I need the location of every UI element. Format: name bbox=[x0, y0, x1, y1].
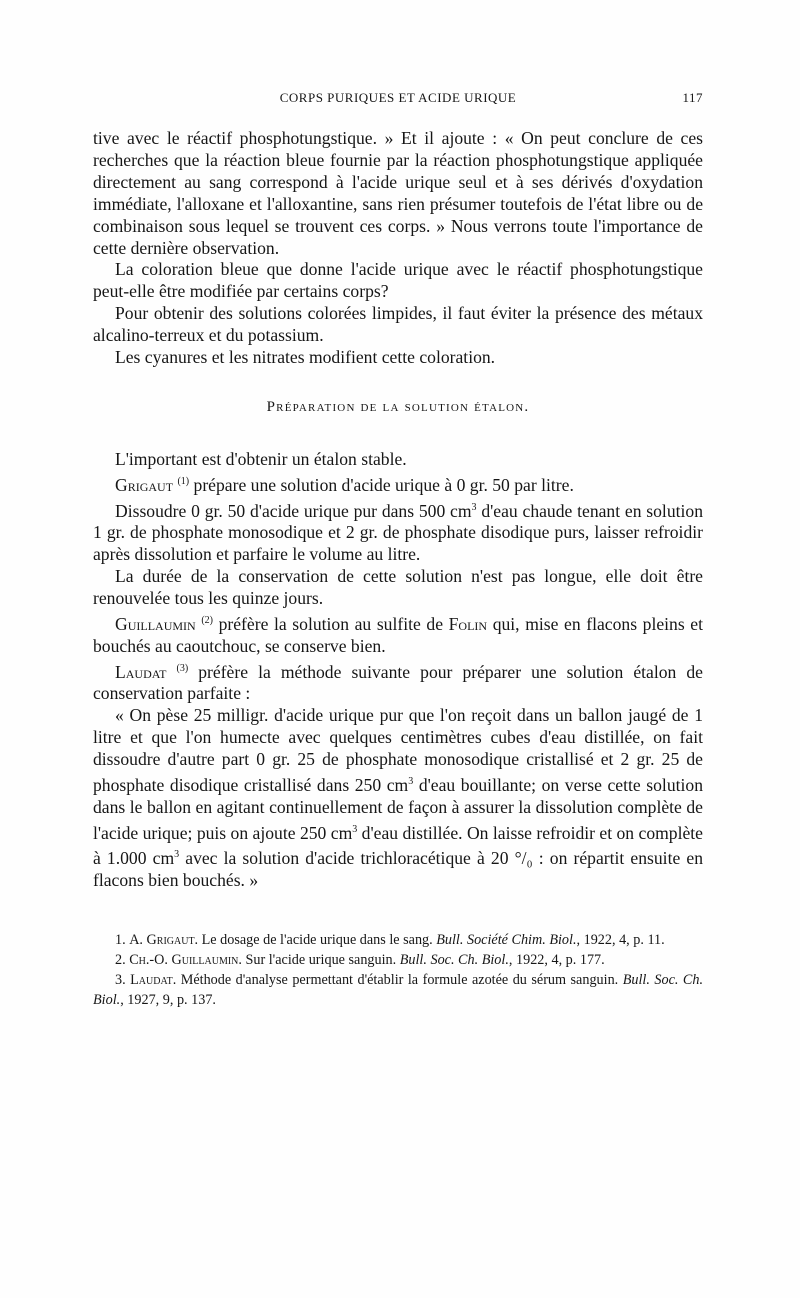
footnote-author: Ch.-O. Guillaumin bbox=[129, 952, 239, 969]
paragraph-text: prépare une solution d'acide urique à 0 gr. 50 par litre. bbox=[189, 474, 574, 495]
footnote bbox=[93, 970, 703, 1010]
main-text bbox=[93, 128, 703, 892]
footnote-journal: Bull. Société Chim. Biol. bbox=[436, 932, 577, 949]
footnote-ref: (1) bbox=[177, 475, 190, 487]
footnote-ref: , 1922, 4, p. 177. bbox=[508, 952, 605, 969]
section-heading: Préparation de la solution étalon. bbox=[266, 398, 530, 415]
running-header bbox=[93, 90, 703, 112]
page-number: 117 bbox=[682, 90, 703, 105]
paragraph bbox=[93, 705, 703, 892]
author-name: Laudat bbox=[115, 661, 167, 682]
footnote-number: 1. bbox=[115, 932, 126, 949]
footnote bbox=[93, 950, 703, 970]
paragraph-text: d'eau chaude tenant en solution 1 gr. de phosphate monosodique et 2 gr. de phosphate disodique purs, laisser refroidir après dissolution et parfaire le volume au litre. bbox=[93, 500, 703, 565]
footnote-text: . Sur l'acide urique sanguin. bbox=[238, 952, 400, 969]
book-page bbox=[93, 90, 703, 1010]
running-title: CORPS PURIQUES ET ACIDE URIQUE bbox=[279, 90, 517, 105]
paragraph-text: avec la solution d'acide trichloracétique à 20 °/₀ : on répartit ensuite en flacons bien bouchés. » bbox=[93, 848, 703, 891]
paragraph: tive avec le réactif phosphotungstique. » Et il ajoute : « On peut conclure de ces recherches que la réaction bleue fournie par la réaction phosphotungstique appliquée directement au sang correspond à l'acide urique seul et à ses dérivés d'oxydation immédiate, l'alloxane et l'alloxantine, sans rien présumer toutefois de l'état libre ou de combinaison sous lequel se trouvent ces corps. » Nous verrons toute l'importance de cette dernière observation. bbox=[93, 128, 703, 258]
author-name: Grigaut bbox=[115, 474, 174, 495]
paragraph-text: d'eau distillée. On laisse refroidir et on complète à 1.000 cm bbox=[93, 822, 703, 869]
paragraph: La durée de la conservation de cette solution n'est pas longue, elle doit être renouvelée tous les quinze jours. bbox=[93, 566, 703, 609]
paragraph-text: « On pèse 25 milligr. d'acide urique pur que l'on reçoit dans un ballon jaugé de 1 litre et que l'on humecte avec quelques centimètres cubes d'eau distillée, on fait dissoudre d'autre part 0 gr. 25 de phosphate monosodique cristallisé et 2 gr. 25 de phosphate disodique cristallisé dans 250 cm bbox=[93, 705, 703, 795]
paragraph bbox=[93, 610, 703, 658]
paragraph: La coloration bleue que donne l'acide urique avec le réactif phosphotungstique peut-elle être modifiée par certains corps? bbox=[93, 259, 703, 302]
footnote-number: 3. bbox=[115, 972, 126, 989]
superscript: 3 bbox=[471, 501, 477, 513]
footnote bbox=[93, 930, 703, 950]
paragraph bbox=[93, 497, 703, 567]
paragraph: L'important est d'obtenir un étalon stable. bbox=[115, 448, 407, 469]
paragraph-text: d'eau bouillante; on verse cette solution dans le ballon en agitant continuellement de façon à assurer la dissolution complète de l'acide urique; puis on ajoute 250 cm bbox=[93, 774, 703, 843]
paragraph: Pour obtenir des solutions colorées limpides, il faut éviter la présence des métaux alcalino-terreux et du potassium. bbox=[93, 303, 703, 346]
author-name: Folin bbox=[448, 613, 488, 634]
footnote-ref: (2) bbox=[201, 614, 213, 626]
paragraph-text: Dissoudre 0 gr. 50 d'acide urique pur dans 500 cm bbox=[115, 500, 472, 521]
paragraph bbox=[93, 471, 703, 497]
footnote-ref: , 1927, 9, p. 137. bbox=[120, 992, 216, 1009]
paragraph-text: préfère la solution au sulfite de bbox=[212, 613, 449, 634]
superscript: 3 bbox=[174, 849, 180, 861]
footnotes bbox=[93, 930, 703, 1010]
superscript: 3 bbox=[352, 823, 358, 835]
paragraph-text: préfère la méthode suivante pour préparer une solution étalon de conservation parfaite : bbox=[93, 661, 703, 704]
footnote-author: Laudat bbox=[130, 972, 173, 989]
footnote-ref: , 1922, 4, p. 11. bbox=[576, 932, 665, 949]
footnote-author: A. Grigaut bbox=[129, 932, 195, 949]
superscript: 3 bbox=[408, 776, 414, 787]
paragraph-text: qui, mise en flacons pleins et bouchés au caoutchouc, se conserve bien. bbox=[93, 613, 703, 656]
author-name: Guillaumin bbox=[115, 613, 196, 634]
footnote-journal: Bull. Soc. Ch. Biol. bbox=[93, 972, 704, 1009]
footnote-number: 2. bbox=[115, 952, 126, 969]
footnote-text: . Méthode d'analyse permettant d'établir la formule azotée du sérum sanguin. bbox=[172, 972, 623, 989]
footnote-text: . Le dosage de l'acide urique dans le sang. bbox=[194, 932, 437, 949]
paragraph bbox=[93, 658, 703, 706]
footnote-ref: (3) bbox=[176, 662, 189, 674]
footnote-journal: Bull. Soc. Ch. Biol. bbox=[399, 952, 509, 969]
paragraph: Les cyanures et les nitrates modifient cette coloration. bbox=[115, 347, 496, 368]
